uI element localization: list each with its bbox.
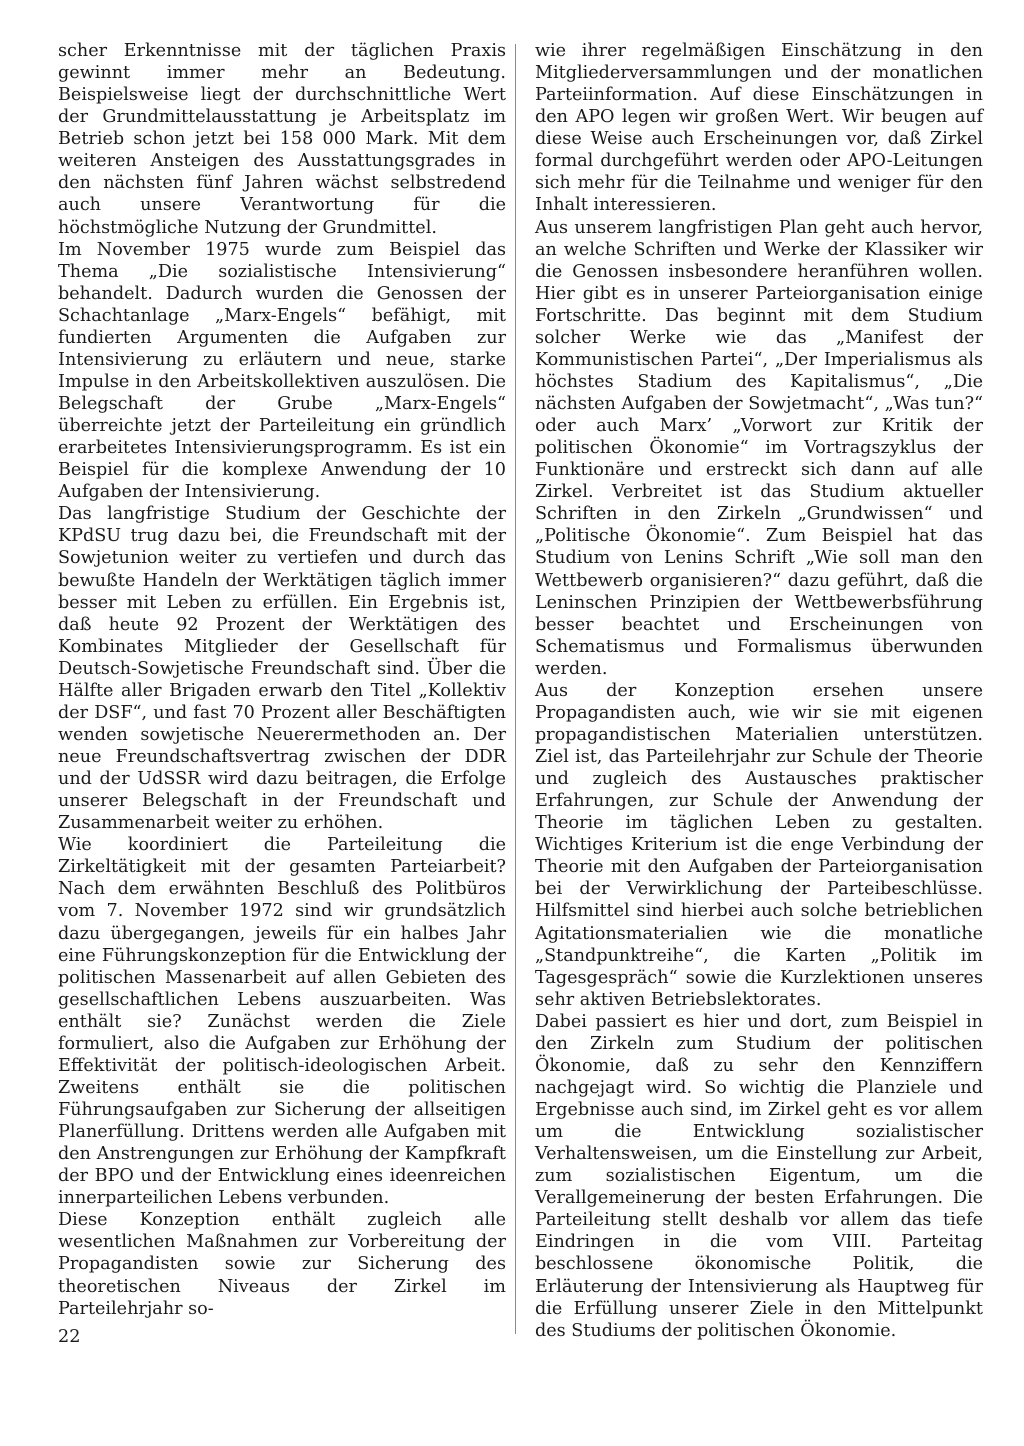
paragraph: Im November 1975 wurde zum Beispiel das Thema „Die sozialistische Intensivierung“ behandelt. Dadurch wurden die Genossen der Schachtanlage „Marx-Engels“ befähigt, mit fundierten Argumenten die Aufgaben zur Intensivierung zu erläutern und neue, starke Impulse in den Arbeitskollektiven auszulösen. Die Belegschaft der Grube „Marx-Engels“ überreichte jetzt der Parteileitung ein gründlich erarbeitetes Intensivierungsprogramm. Es ist ein Beispiel für die komplexe Anwendung der 10 Aufgaben der Intensivierung. xyxy=(58,239,506,503)
paragraph: Wie koordiniert die Parteileitung die Zirkeltätigkeit mit der gesamten Parteiarbeit? Nach dem erwähnten Beschluß des Politbüros vom 7. November 1972 sind wir grundsätzlich dazu übergegangen, jeweils für ein halbes Jahr eine Führungskonzeption für die Entwicklung der politischen Massenarbeit auf allen Gebieten des gesellschaftlichen Lebens auszuarbeiten. Was enthält sie? Zunächst werden die Ziele formuliert, also die Aufgaben zur Erhöhung der Effektivität der politisch-ideologischen Arbeit. Zweitens enthält sie die politischen Führungsaufgaben zur Sicherung der allseitigen Planerfüllung. Drittens werden alle Aufgaben mit den Anstrengungen zur Erhöhung der Kampfkraft der BPO und der Entwicklung eines ideenreichen innerparteilichen Lebens verbunden. xyxy=(58,835,506,1209)
paragraph: wie ihrer regelmäßigen Einschätzung in den Mitgliederversammlungen und der monatlichen Parteiinformation. Auf diese Einschätzungen in den APO legen wir großen Wert. Wir beugen auf diese Weise auch Erscheinungen vor, daß Zirkel formal durchgeführt werden oder APO-Leitungen sich mehr für die Teilnahme und weniger für den Inhalt interessieren. xyxy=(535,41,983,216)
page-number: 22 xyxy=(58,1327,81,1347)
column-divider xyxy=(515,44,516,1334)
paragraph: Diese Konzeption enthält zugleich alle wesentlichen Maßnahmen zur Vorbereitung der Propagandisten sowie zur Sicherung des theoretischen Niveaus der Zirkel im Parteilehrjahr so- xyxy=(58,1210,506,1319)
paragraph: scher Erkenntnisse mit der täglichen Praxis gewinnt immer mehr an Bedeutung. Beispielsweise liegt der durchschnittliche Wert der Grundmittelausstattung je Arbeitsplatz im Betrieb schon jetzt bei 158 000 Mark. Mit dem weiteren Ansteigen des Ausstattungsgrades in den nächsten fünf Jahren wächst selbstredend auch unsere Verantwortung für die höchstmögliche Nutzung der Grundmittel. xyxy=(58,41,506,238)
paragraph: Aus unserem langfristigen Plan geht auch hervor, an welche Schriften und Werke der Klassiker wir die Genossen insbesondere heranführen wollen. Hier gibt es in unserer Parteiorganisation einige Fortschritte. Das beginnt mit dem Studium solcher Werke wie das „Manifest der Kommunistischen Partei“, „Der Imperialismus als höchstes Stadium des Kapitalismus“, „Die nächsten Aufgaben der Sowjetmacht“, „Was tun?“ oder auch Marx’ „Vorwort zur Kritik der politischen Ökonomie“ im Vortragszyklus der Funktionäre und erstreckt sich dann auf alle Zirkel. Verbreitet ist das Studium aktueller Schriften in den Zirkeln „Grundwissen“ und „Politische Ökonomie“. Zum Beispiel hat das Studium von Lenins Schrift „Wie soll man den Wettbewerb organisieren?“ dazu geführt, daß die Leninschen Prinzipien der Wettbewerbsführung besser beachtet und Erscheinungen von Schematismus und Formalismus überwunden werden. xyxy=(535,217,983,679)
paragraph: Aus der Konzeption ersehen unsere Propagandisten auch, wie wir sie mit eigenen propagandistischen Materialien unterstützen. Ziel ist, das Parteilehrjahr zur Schule der Theorie und zugleich des Austausches praktischer Erfahrungen, zur Schule der Anwendung der Theorie im täglichen Leben zu gestalten. Wichtiges Kriterium ist die enge Verbindung der Theorie mit den Aufgaben der Parteiorganisation bei der Verwirklichung der Parteibeschlüsse. Hilfsmittel sind hierbei auch solche betrieblichen Agitationsmaterialien wie die monatliche „Standpunktreihe“, die Karten „Politik im Tagesgespräch“ sowie die Kurzlektionen unseres sehr aktiven Betriebslektorates. xyxy=(535,680,983,1010)
paragraph: Das langfristige Studium der Geschichte der KPdSU trug dazu bei, die Freundschaft mit der Sowjetunion weiter zu vertiefen und durch das bewußte Handeln der Werktätigen täglich immer besser mit Leben zu erfüllen. Ein Ergebnis ist, daß heute 92 Prozent der Werktätigen des Kombinates Mitglieder der Gesellschaft für Deutsch-Sowjetische Freundschaft sind. Über die Hälfte aller Brigaden erwarb den Titel „Kollektiv der DSF“, und fast 70 Prozent aller Beschäftigten wenden sowjetische Neuerermethoden an. Der neue Freundschaftsvertrag zwischen der DDR und der UdSSR wird dazu beitragen, die Erfolge unserer Belegschaft in der Freundschaft und Zusammenarbeit weiter zu erhöhen. xyxy=(58,504,506,834)
paragraph: Dabei passiert es hier und dort, zum Beispiel in den Zirkeln zum Studium der politischen Ökonomie, daß zu sehr den Kennziffern nachgejagt wird. So wichtig die Planziele und Ergebnisse auch sind, im Zirkel geht es vor allem um die Entwicklung sozialistischer Verhaltensweisen, um die Einstellung zur Arbeit, zum sozialistischen Eigentum, um die Verallgemeinerung der besten Erfahrungen. Die Parteileitung stellt deshalb vor allem das tiefe Eindringen in die vom VIII. Parteitag beschlossene ökonomische Politik, die Erläuterung der Intensivierung als Hauptweg für die Erfüllung unserer Ziele in den Mittelpunkt des Studiums der politischen Ökonomie. xyxy=(535,1011,983,1341)
left-text-column xyxy=(58,40,506,1320)
right-text-column xyxy=(535,40,983,1342)
